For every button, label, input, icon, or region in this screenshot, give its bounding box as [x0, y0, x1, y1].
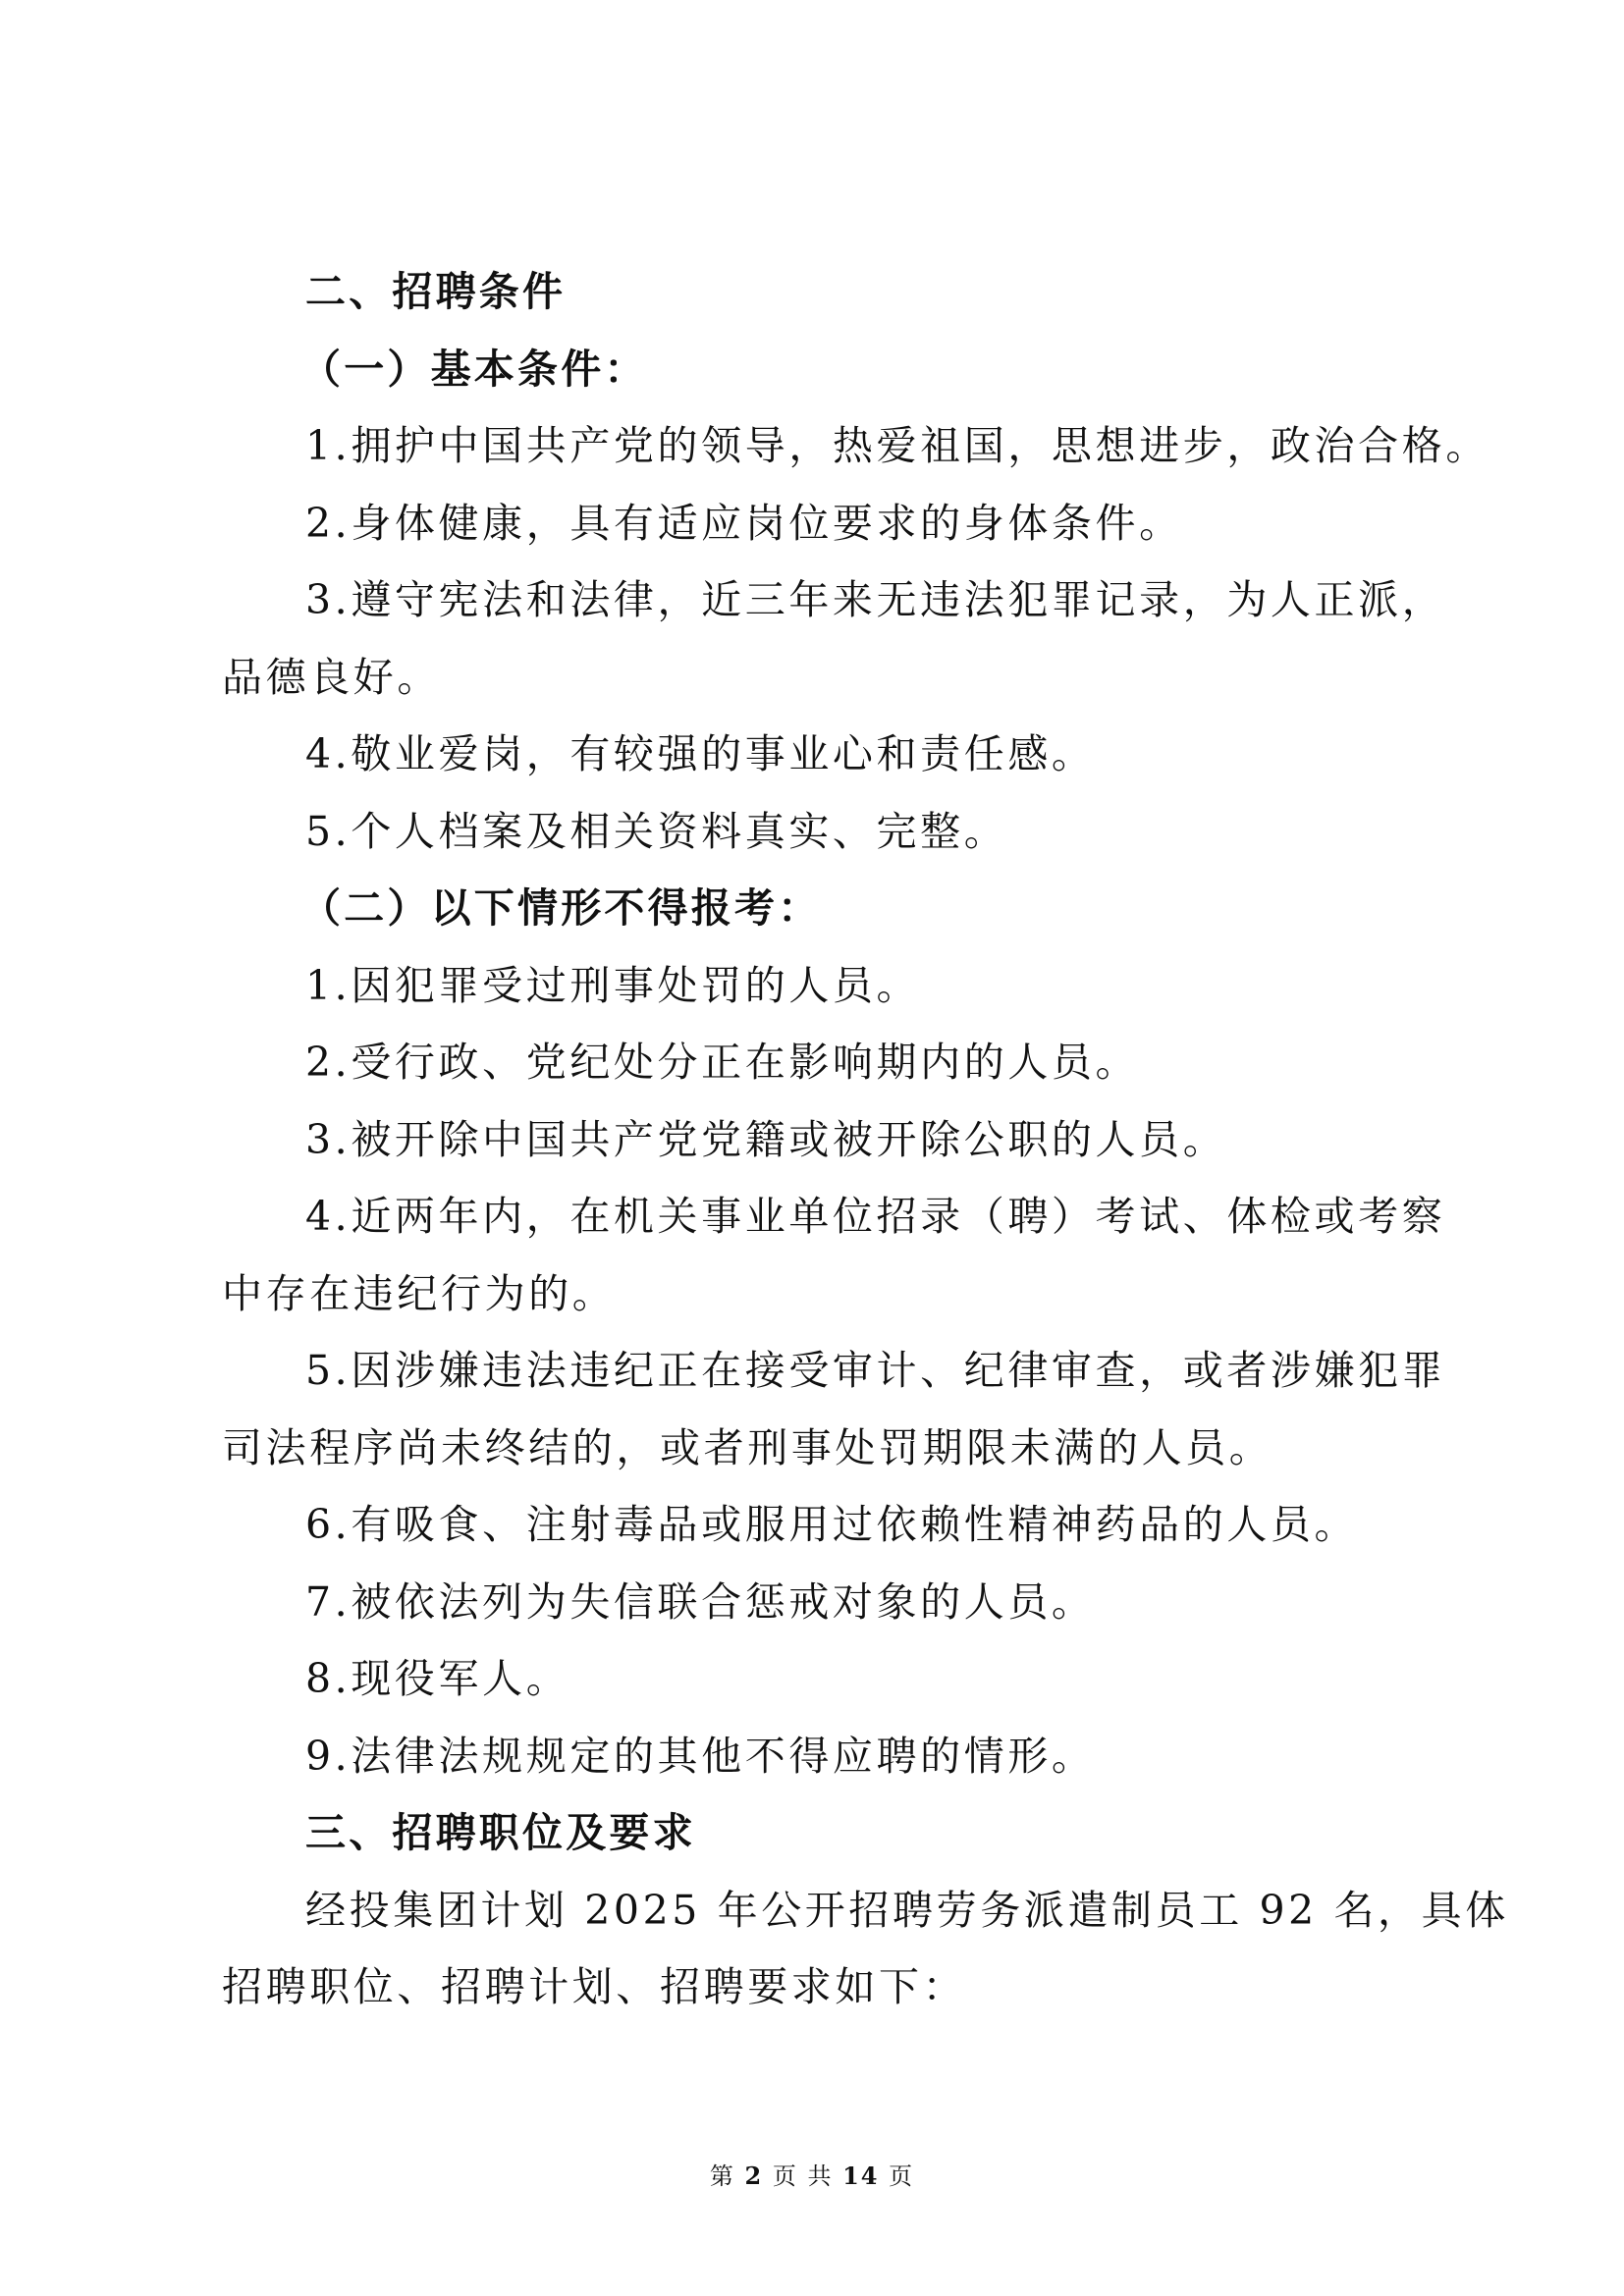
positions-paragraph-line: 招聘职位、招聘计划、招聘要求如下： — [222, 1963, 967, 2010]
page-footer — [0, 2157, 1624, 2191]
basic-condition-item: 4.敬业爱岗，有较强的事业心和责任感。 — [305, 730, 1096, 777]
exclusion-item: 2.受行政、党纪处分正在影响期内的人员。 — [305, 1039, 1140, 1086]
basic-condition-item: 1.拥护中国共产党的领导，热爱祖国，思想进步，政治合格。 — [305, 422, 1489, 469]
total-page-count: 14 — [842, 2162, 880, 2190]
exclusion-item: 8.现役军人。 — [305, 1655, 570, 1702]
exclusion-item: 7.被依法列为失信联合惩戒对象的人员。 — [305, 1577, 1096, 1626]
footer-middle: 页 共 — [772, 2163, 834, 2190]
exclusion-item-continuation: 司法程序尚未终结的，或者刑事处罚期限未满的人员。 — [222, 1423, 1273, 1471]
exclusion-item: 6.有吸食、注射毒品或服用过依赖性精神药品的人员。 — [305, 1501, 1359, 1548]
exclusion-item: 4.近两年内，在机关事业单位招录（聘）考试、体检或考察 — [305, 1193, 1446, 1240]
exclusion-item: 3.被开除中国共产党党籍或被开除公职的人员。 — [305, 1115, 1227, 1163]
subsection-heading-basic-conditions: （一）基本条件： — [300, 345, 648, 393]
positions-paragraph-line: 经投集团计划 2025 年公开招聘劳务派遣制员工 92 名，具体 — [305, 1886, 1509, 1934]
exclusion-item: 1.因犯罪受过刑事处罚的人员。 — [305, 961, 921, 1009]
exclusion-item: 5.因涉嫌违法违纪正在接受审计、纪律审查，或者涉嫌犯罪 — [305, 1347, 1446, 1394]
footer-prefix: 第 — [709, 2163, 735, 2190]
exclusion-item-continuation: 中存在违纪行为的。 — [222, 1269, 617, 1317]
basic-condition-item: 3.遵守宪法和法律，近三年来无违法犯罪记录，为人正派， — [305, 576, 1446, 623]
subsection-heading-exclusions: （二）以下情形不得报考： — [300, 884, 822, 932]
footer-suffix: 页 — [889, 2163, 915, 2190]
section-heading-positions: 三、招聘职位及要求 — [305, 1809, 696, 1856]
basic-condition-item-continuation: 品德良好。 — [222, 653, 441, 701]
section-heading-recruitment-conditions: 二、招聘条件 — [305, 268, 567, 315]
exclusion-item: 9.法律法规规定的其他不得应聘的情形。 — [305, 1732, 1096, 1780]
basic-condition-item: 2.身体健康，具有适应岗位要求的身体条件。 — [305, 499, 1183, 547]
document-body — [222, 253, 1509, 2026]
basic-condition-item: 5.个人档案及相关资料真实、完整。 — [305, 807, 1008, 855]
current-page-number: 2 — [744, 2162, 764, 2190]
